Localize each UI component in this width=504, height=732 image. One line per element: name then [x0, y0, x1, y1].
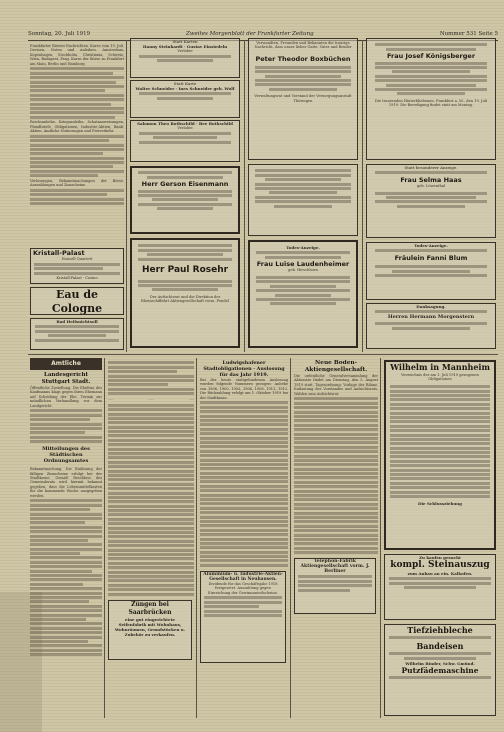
wilhelm-title: Wilhelm in Mannheim: [390, 362, 490, 372]
ad-telephon: [294, 558, 376, 614]
ad2-names: Walter Schneider · Ines Schneider geb. Wolf: [135, 86, 235, 91]
header-paper-title: Zweites Morgenblatt der Frankfurter Zeitung: [186, 31, 314, 37]
haas-name: Frau Selma Haas: [400, 175, 462, 184]
ad-obituary-boxbuechen: [248, 38, 358, 160]
tiefzieh-title: Tiefziehbleche: [407, 625, 473, 635]
stuttgart-text: [30, 386, 102, 408]
ad1-names: Hanny Steinhardt · Gustav Einsiedeln: [142, 44, 228, 49]
wilhelm-sub: Verzeichnis der am 1. Juli 1919 gezogenen Obligationen: [401, 373, 479, 382]
laudenheimer-name: Frau Luise Laudenheimer: [256, 260, 350, 269]
ad-obituary-blum: [366, 242, 496, 300]
header-date: Sonntag, 20. Juli 1919: [28, 31, 91, 37]
boxbuechen-name: Peter Theodor Boxbüchen: [255, 54, 351, 63]
zuegen-body: eine gut eingerichtete Seifenfabrik mit Wohnhaus, Wohnräumen, Grundstücken u. Zubehör zu verkaufen.: [114, 616, 186, 637]
morgenstern-title: Danksagung.: [416, 304, 446, 309]
kauf-sub: zum Anbau an ein. Kalkofen.: [407, 571, 473, 576]
ad3-names: Salomon Theo Rothschild · Bee Rothschild: [137, 121, 233, 126]
zuegen-title: Züngen bei Saarbrücken: [128, 600, 172, 616]
ludwigshafen-body: Bei der heute stattgefundenen Auslosung wurden folgende Nummern gezogen: Anleihe von 1896, 1900, 1903, 1906, 1908, 1911, 1913. Die Rückzahlung erfolgt am 1. Oktober 1919 bei der Stadtkasse.: [200, 378, 288, 400]
kauf-title: Zu kaufen gesucht: [419, 555, 461, 560]
ad-obituary-eisenmann: [130, 166, 240, 234]
ad-bad: [30, 318, 124, 350]
stuttgart-title: Landesgericht Stuttgart Stadt.: [41, 372, 91, 385]
lottery-listing: ····· ····· ····· Züngen bei Saarbrücken eine gut eingerichtete Seifenfabrik mit Wohnhaus, Wohnräumen, Grundstücken u. Zubehör zu verkaufen.: [108, 360, 194, 716]
ludwigshafen-title: Ludwigshafener Stadtobligationen · Auslosung für das Jahr 1919.: [203, 360, 285, 378]
rosehr-name: Herr Paul Rosehr: [141, 264, 229, 275]
margin-shadow: [0, 592, 42, 732]
boxbuechen-intro: Verwandten, Freunden und Bekannten die traurige Nachricht, dass unser lieber Gatte, Vater und Bruder: [254, 41, 352, 50]
ad-wilhelm-mannheim: [384, 360, 496, 550]
mitteilungen-title: Mitteilungen des Städtischen Ordnungsamtes: [42, 446, 90, 465]
ad-bleche: [384, 624, 496, 716]
ad-eau-de-cologne: [30, 287, 124, 315]
koenigsberger-text: Die trauernden Hinterbliebenen. Frankfurt a. M., den 19. Juli 1919. Die Beerdigung findet statt am Montag.: [374, 98, 488, 108]
ad-thanks-morgenstern: [366, 303, 496, 349]
ad-obituary-laudenheimer: [248, 240, 358, 348]
stuttgart-body: Öffentliche Zustellung. Die Ehefrau des Kaufmanns klagt gegen ihren Ehemann auf Scheidung der Ehe. Termin zur mündlichen Verhandlung vor dem Landgericht.: [30, 386, 102, 408]
market-rows: [30, 67, 124, 118]
rosehr-signature: Der Aufsichtsrat und die Direktion der Rheinschiffahrt Aktiengesellschaft vorm. Fendel: [141, 294, 229, 304]
laudenheimer-title: Todes-Anzeige.: [286, 245, 320, 250]
market-report: [30, 44, 124, 220]
ad3-sub: Verlobte: [177, 126, 193, 130]
mitteilungen-body: Bekanntmachung. Die Einlösung der fälligen Zinsscheine erfolgt bei der Stadtkasse. Gemäß Beschluss des Gemeinderats wird hiermit bekannt gegeben, dass die Lebensmittelkarten für die kommende Woche ausgegeben werden.: [30, 467, 102, 498]
blum-title: Todes-Anzeige.: [414, 243, 448, 248]
ad-zuegen: [108, 600, 192, 660]
banden-title: Bandeisen: [416, 640, 464, 651]
ad1-title: Statt Karten: [172, 39, 198, 44]
boden-ag: [294, 360, 378, 716]
putz-title: Putzfädemaschine: [401, 665, 479, 675]
ad-notice-col3: [248, 164, 358, 236]
kauf-name: kompl. Steinauszug: [390, 560, 490, 570]
boden-title: Neue Boden-Aktiengesellschaft.: [304, 360, 368, 373]
putz-sub: Wilhelm Binder, Schw. Gmünd.: [405, 660, 475, 666]
eisenmann-name: Herr Gerson Eisenmann: [141, 180, 229, 189]
section-amtliche-bekanntmachungen: Amtliche: [30, 358, 102, 370]
palast-casino: Kristall-Palast · Casino: [56, 275, 98, 280]
boxbuechen-sub: Verwaltungsrat und Vorstand der Versorgungsanstalt Thüringen: [254, 94, 352, 103]
wilhelm-schluss: Die Schlussziehung: [418, 501, 462, 507]
palast-quartet: Honsell-Quartett: [61, 257, 93, 261]
market-text-b: Reichsanleihe, Kriegsanleihe, Schatzanweisungen, Pfandbriefe, Obligationen, Industrie-Aktien, Bank-Aktien. Amtliche Notierungen und Freiverkehr.: [30, 120, 124, 133]
ad-obituary-koenigsberger: [366, 38, 496, 160]
header-page-number: Nummer 531 Seite 5: [439, 31, 498, 37]
koenigsberger-name: Frau Josef Königsberger: [386, 52, 476, 61]
morgenstern-name: Herren Hermann Morgenstern: [387, 313, 475, 320]
ad-engagement-1: [130, 38, 240, 78]
laudenheimer-sub: geb. Hirschhorn: [288, 268, 318, 273]
market-text-a: Frankfurter Börsen-Nachrichten. Kurse vom 19. Juli. Devisen, Noten und Anleihen. Amsterdam, Kopenhagen, Stockholm, Christiania, Schweiz, Wien, Budapest, Prag. Kurse der Börse zu Frankfurt am Main, Berlin und Hamburg.: [30, 44, 124, 66]
ad-kauf-steinauszug: [384, 554, 496, 620]
ad1-sub: Verlobte: [177, 49, 193, 53]
boden-body: Die ordentliche Generalversammlung der Aktionäre findet am Dienstag, den 5. August 1919 statt. Tagesordnung: Vorlage der Bilanz, Entlastung des Vorstandes und Aufsichtsrats, Wahlen zum Aufsichtsrat.: [294, 374, 378, 396]
ad2-title: Statt Karte: [173, 81, 197, 86]
ad-aluminium: [200, 571, 286, 663]
ad-obituary-rosehr: [130, 238, 240, 348]
bad-title: Bad Heilsnichtsoll: [56, 319, 98, 324]
ad-obituary-haas: [366, 164, 496, 238]
aluminium-body: Dividende für das Geschäftsjahr 1918 festgesetzt. Auszahlung gegen Einreichung der Gewinnanteilscheine.: [208, 581, 278, 595]
palast-title: Kristall-Palast: [33, 249, 85, 257]
aluminium-title: Aluminium- u. Industrie-Aktien-Gesellschaft in Neuhausen.: [203, 571, 283, 582]
blum-name: Fräulein Fanni Blum: [394, 253, 468, 262]
ad-engagement-2: [130, 80, 240, 118]
ad-engagement-3: [130, 120, 240, 162]
ludwigshafen-drawing: [200, 360, 288, 716]
haas-sub: geb. Löwenthal: [416, 183, 446, 188]
market-text-c: Verlosungen, Bekanntmachungen der Börse. Auszahlungen und Zinsscheine.: [30, 178, 124, 188]
ad-kristall-palast: [30, 248, 124, 284]
telephon-title: Telephon-Fabrik Aktiengesellschaft vorm. J. Berliner: [300, 559, 370, 575]
cologne-title: Eau de Cologne: [51, 288, 103, 315]
haas-title: Statt besonderer Anzeige.: [404, 165, 458, 170]
